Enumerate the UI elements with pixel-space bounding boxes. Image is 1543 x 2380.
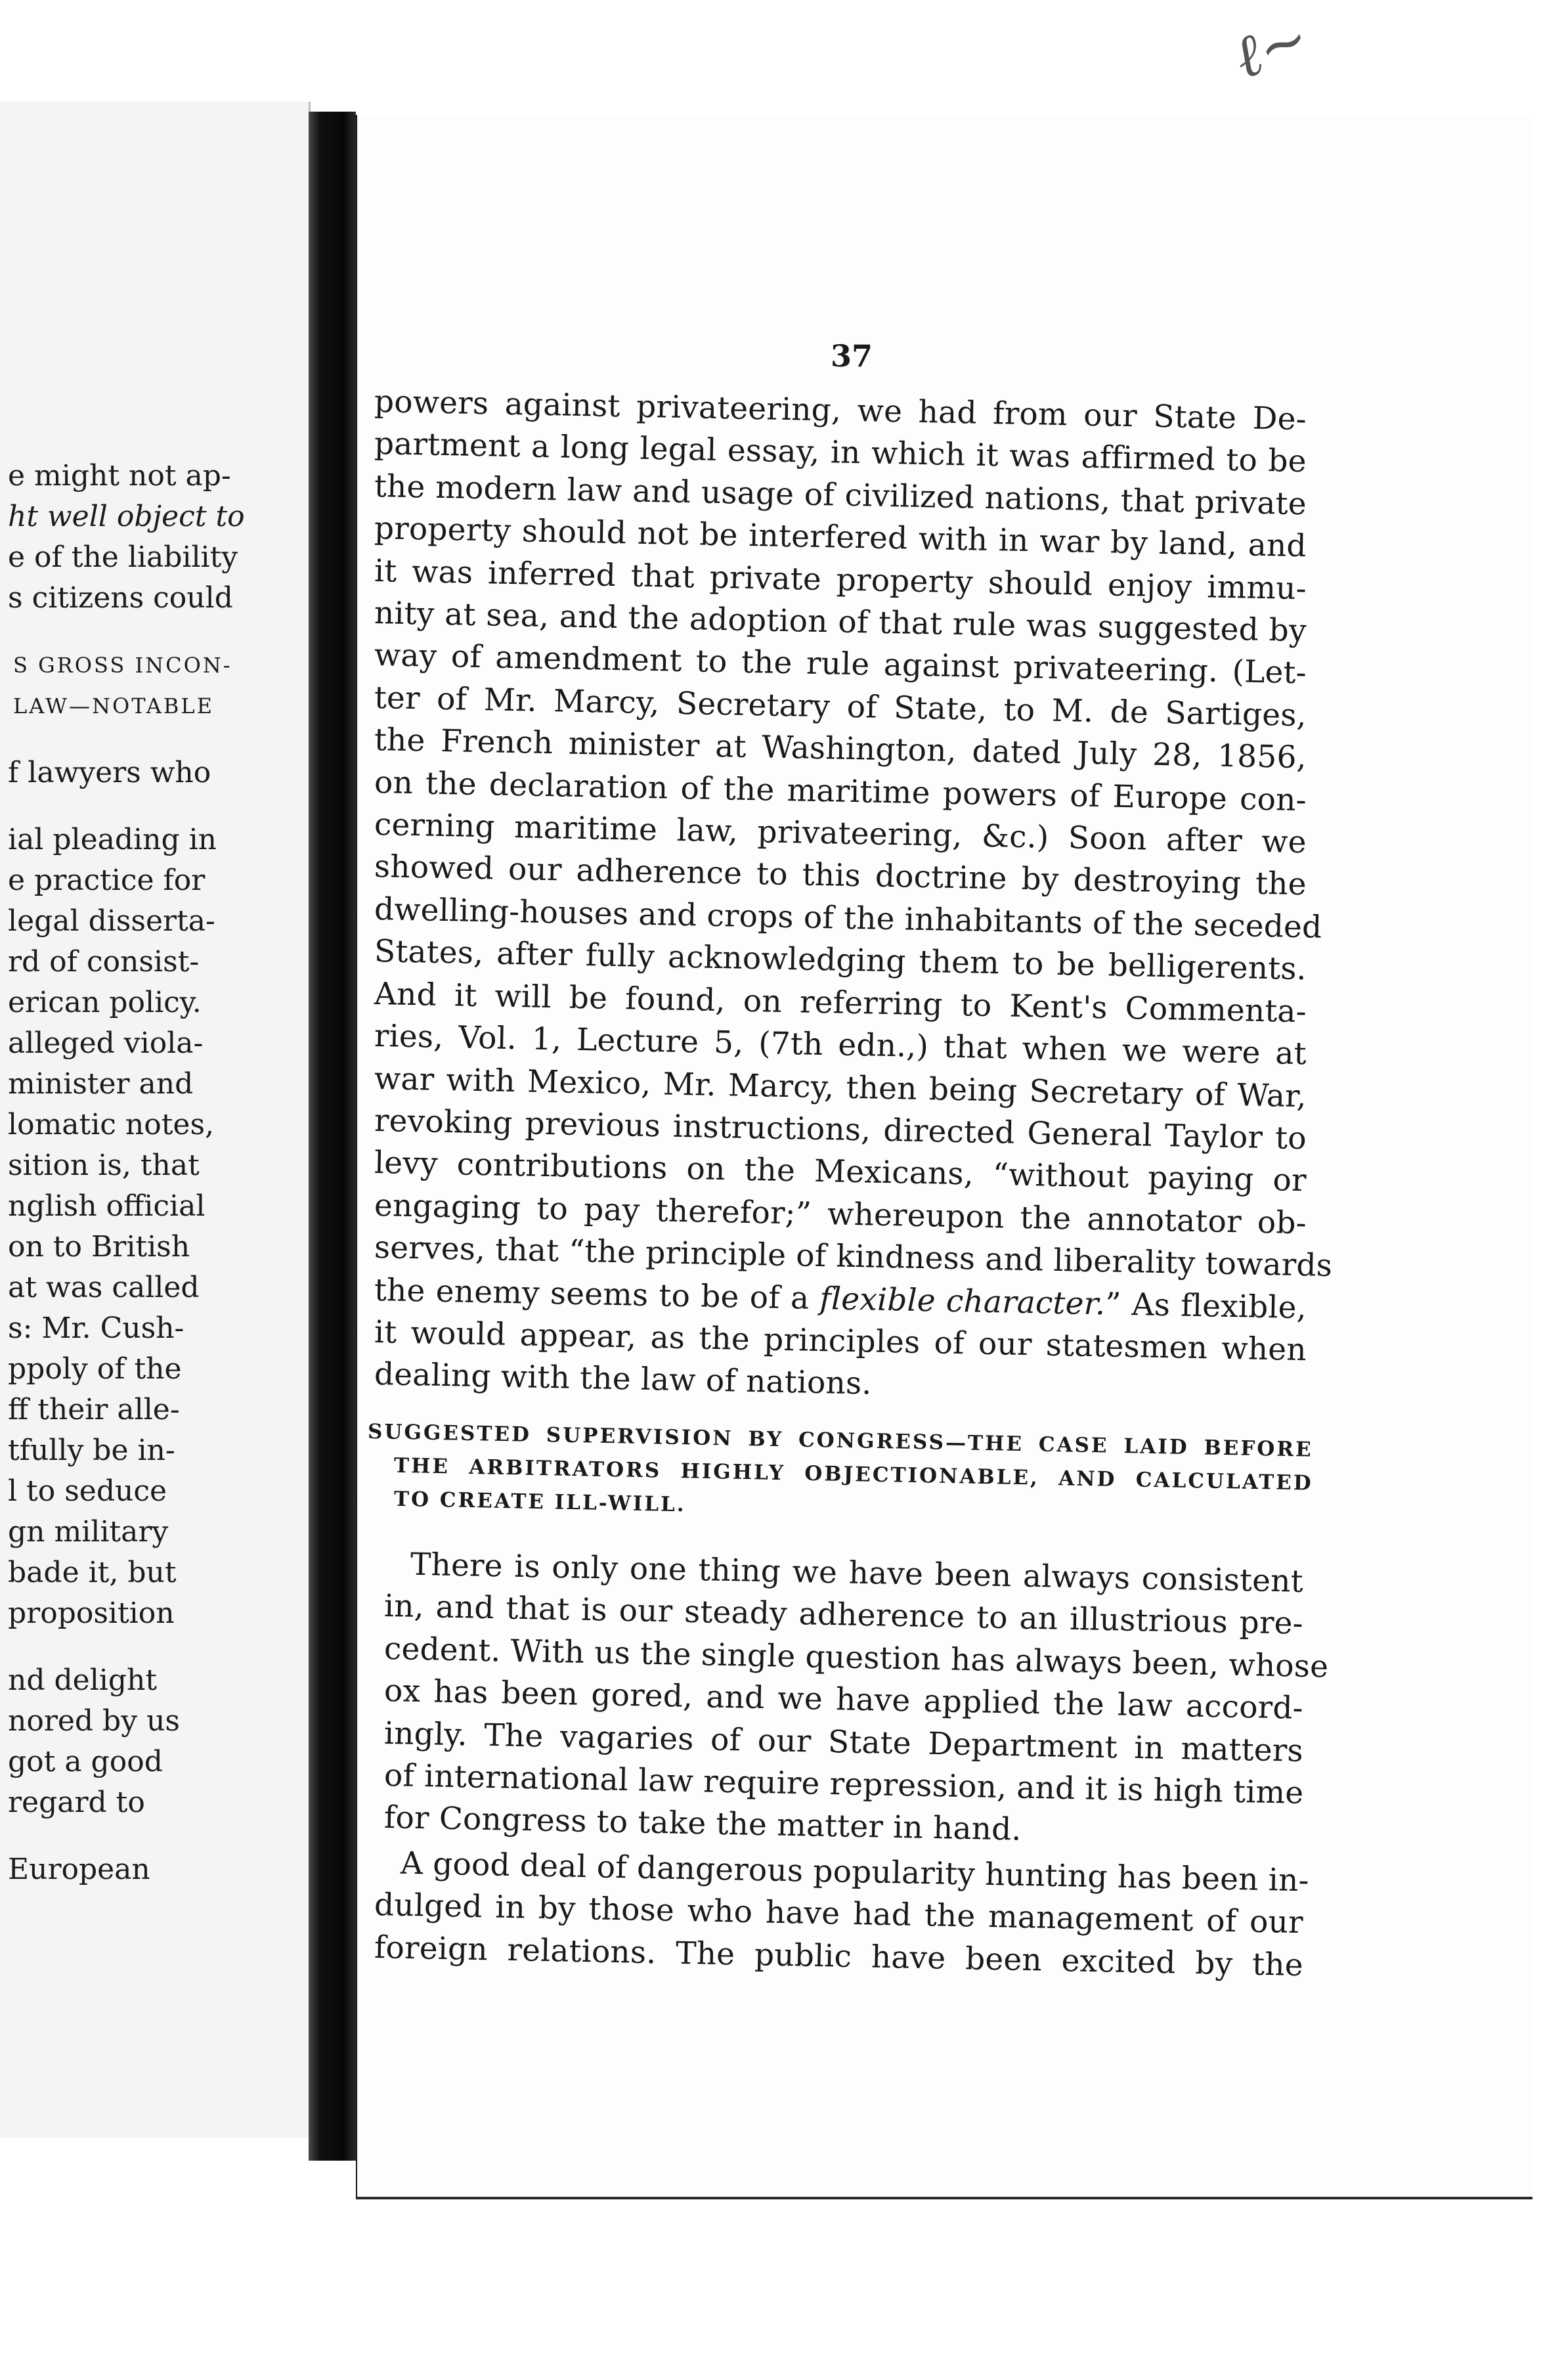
facing-page-line: bade it, but: [8, 1556, 177, 1589]
text-line: cedent. With us the single question has always been, whose: [383, 1630, 1329, 1685]
text-line: dwelling-houses and crops of the inhabitants of the seceded: [374, 891, 1322, 946]
text-line: engaging to pay therefor;” whereupon the annotator ob-: [374, 1187, 1307, 1241]
facing-page-line: e of the liability: [8, 540, 238, 574]
italic-phrase: flexible character.: [819, 1280, 1106, 1322]
text-line: States, after fully acknowledging them to be belligerents.: [374, 933, 1307, 988]
facing-page-line: e might not ap-: [8, 459, 231, 493]
text-line: the French minister at Washington, dated July 28, 1856,: [374, 722, 1307, 776]
facing-page-line: S GROSS INCON-: [13, 653, 232, 678]
facing-page-line: nglish official: [8, 1189, 206, 1223]
text-line: ingly. The vagaries of our State Department in matters: [383, 1715, 1304, 1769]
text-line: serves, that “the principle of kindness and liberality towards: [374, 1229, 1333, 1285]
facing-page-line: f lawyers who: [8, 756, 211, 789]
facing-page-line: regard to: [8, 1786, 145, 1819]
facing-page-line: sition is, that: [8, 1149, 200, 1182]
text-run: ” As flexible,: [1104, 1285, 1307, 1326]
paragraph: [374, 1842, 1310, 1983]
facing-page-line: ppoly of the: [8, 1352, 182, 1386]
facing-page-line: on to British: [8, 1230, 190, 1264]
text-line: ries, Vol. 1, Lecture 5, (7th edn.,) that when we were at: [374, 1018, 1307, 1072]
text-line: powers against privateering, we had from our State De-: [374, 384, 1307, 438]
text-line: dealing with the law of nations.: [374, 1356, 873, 1402]
facing-page-line: minister and: [8, 1067, 194, 1101]
text-line: of international law require repression, and it is high time: [383, 1757, 1304, 1811]
facing-page-line: at was called: [8, 1271, 200, 1304]
text-line: the modern law and usage of civilized nations, that private: [374, 468, 1307, 523]
facing-page-line: got a good: [8, 1745, 163, 1778]
text-line: levy contributions on the Mexicans, “without paying or: [374, 1145, 1307, 1199]
text-line: in, and that is our steady adherence to an illustrious pre-: [383, 1588, 1304, 1642]
pencil-mark: ℓ~: [1225, 2, 1318, 93]
facing-page-line: ht well object to: [8, 500, 245, 533]
facing-page-line: ff their alle-: [8, 1393, 180, 1426]
facing-page-line: lomatic notes,: [8, 1108, 215, 1141]
text-line: war with Mexico, Mr. Marcy, then being Secretary of War,: [374, 1060, 1307, 1114]
text-line: it would appear, as the principles of our statesmen when: [374, 1313, 1307, 1369]
text-line: ter of Mr. Marcy, Secretary of State, to M. de Sartiges,: [374, 679, 1307, 734]
text-line: ox has been gored, and we have applied the law accord-: [383, 1673, 1304, 1727]
facing-page-line: nd delight: [8, 1664, 158, 1697]
heading-line: TO CREATE ILL-WILL.: [393, 1487, 687, 1517]
text-line: it was inferred that private property should enjoy immu-: [374, 552, 1307, 607]
text-line: revoking previous instructions, directed General Taylor to: [374, 1102, 1307, 1157]
paragraph-continued: [374, 381, 1333, 1402]
text-line: There is only one thing we have been always consistent: [410, 1546, 1304, 1600]
section-heading: [368, 1415, 1313, 1516]
facing-page: [0, 102, 311, 2138]
text-line: And it will be found, on referring to Kent's Commenta-: [374, 975, 1307, 1030]
heading-line: SUGGESTED SUPERVISION BY CONGRESS—THE CASE LAID BEFORE: [367, 1420, 1314, 1462]
text-line: A good deal of dangerous popularity hunting has been in-: [400, 1845, 1310, 1899]
facing-page-line: s citizens could: [8, 581, 233, 615]
text-line: property should not be interfered with in war by land, and: [374, 510, 1307, 565]
text-line: way of amendment to the rule against privateering. (Let-: [374, 637, 1307, 692]
facing-page-line: gn military: [8, 1515, 169, 1549]
facing-page-line: European: [8, 1853, 150, 1886]
text-line: partment a long legal essay, in which it was affirmed to be: [374, 426, 1307, 480]
text-line: foreign relations. The public have been excited by the: [374, 1929, 1304, 1983]
book-gutter: [309, 112, 356, 2161]
text-line: showed our adherence to this doctrine by destroying the: [374, 848, 1307, 903]
heading-line: THE ARBITRATORS HIGHLY OBJECTIONABLE, AND CALCULATED: [393, 1453, 1314, 1495]
facing-page-line: nored by us: [8, 1704, 180, 1738]
text-line: on the declaration of the maritime powers of Europe con-: [374, 764, 1307, 818]
text-line: nity at sea, and the adoption of that rule was suggested by: [374, 595, 1307, 650]
text-line: for Congress to take the matter in hand.: [383, 1799, 1022, 1849]
facing-page-line: tfully be in-: [8, 1434, 175, 1467]
facing-page-line: alleged viola-: [8, 1026, 204, 1060]
facing-page-line: rd of consist-: [8, 945, 200, 979]
page-number: 37: [831, 338, 873, 374]
text-line: dulged in by those who have had the management of our: [374, 1887, 1304, 1941]
text-line: cerning maritime law, privateering, &c.) Soon after we: [374, 806, 1307, 861]
facing-page-line: LAW—NOTABLE: [13, 694, 215, 718]
facing-page-line: ial pleading in: [8, 823, 217, 856]
facing-page-line: e practice for: [8, 864, 206, 897]
facing-page-line: proposition: [8, 1597, 175, 1630]
facing-page-line: erican policy.: [8, 986, 202, 1019]
paragraph: [383, 1543, 1329, 1849]
facing-page-line: legal disserta-: [8, 904, 215, 938]
text-run: the enemy seems to be of a: [374, 1271, 821, 1317]
facing-page-line: l to seduce: [8, 1474, 167, 1508]
facing-page-line: s: Mr. Cush-: [8, 1311, 185, 1345]
